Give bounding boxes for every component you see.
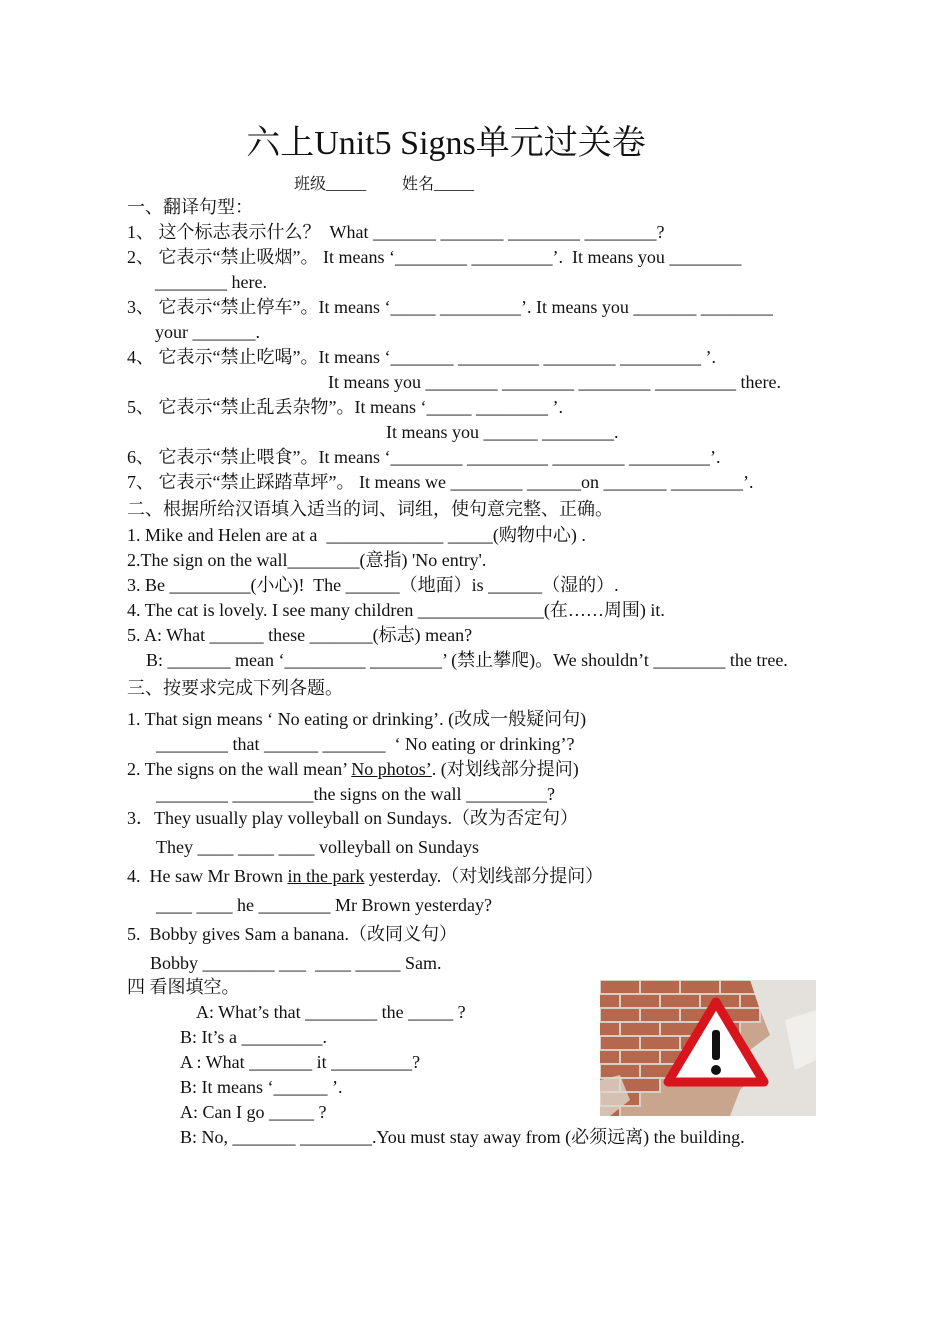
- question-line: your _______.: [155, 322, 260, 342]
- section-heading-1: 一、翻译句型：: [127, 197, 253, 217]
- section-heading-2: 二、根据所给汉语填入适当的词、词组，使句意完整、正确。: [127, 499, 613, 519]
- question-line: ________ here.: [155, 272, 267, 292]
- question-line: 5. Bobby gives Sam a banana.（改同义句）: [127, 924, 457, 944]
- question-line: 3、 它表示“禁止停车”。It means ‘_____ _________’. It means you _______ ________: [127, 297, 773, 317]
- section-heading-3: 三、按要求完成下列各题。: [127, 678, 343, 698]
- question-line: 2、 它表示“禁止吸烟”。 It means ‘________ _________’. It means you ________: [127, 247, 742, 267]
- answer-line: Bobby ________ ___ ____ _____ Sam.: [150, 953, 442, 973]
- question-line: 2.The sign on the wall________(意指) 'No entry'.: [127, 550, 487, 570]
- dialogue-line: A: What’s that ________ the _____ ?: [196, 1002, 466, 1022]
- question-line: 3. Be _________(小心)! The ______（地面）is ______（湿的）.: [127, 575, 619, 595]
- underlined-phrase: No photos’: [351, 759, 432, 779]
- section-heading-4: 四 看图填空。: [127, 977, 240, 997]
- question-line: 2. The signs on the wall mean’ No photos’. (对划线部分提问): [127, 759, 579, 779]
- question-line: 4、 它表示“禁止吃喝”。It means ‘_______ _________ ________ _________ ’.: [127, 347, 716, 367]
- answer-line: ________ that ______ _______ ‘ No eating or drinking’?: [156, 734, 575, 754]
- question-line: 5、 它表示“禁止乱丢杂物”。It means ‘_____ ________ ’.: [127, 397, 563, 417]
- dialogue-line: A : What _______ it _________?: [180, 1052, 421, 1072]
- dialogue-line: B: It’s a _________.: [180, 1027, 327, 1047]
- question-line: It means you ______ ________.: [386, 422, 619, 442]
- answer-line: ____ ____ he ________ Mr Brown yesterday?: [156, 895, 492, 915]
- question-line: 7、 它表示“禁止踩踏草坪”。 It means we ________ ______on _______ ________’.: [127, 472, 754, 492]
- question-line: 1、 这个标志表示什么？ What _______ _______ ________ ________?: [127, 222, 665, 242]
- name-field: 姓名_____: [402, 176, 475, 193]
- question-line: 3．They usually play volleyball on Sundays.（改为否定句）: [127, 808, 578, 828]
- class-field: 班级_____: [294, 176, 367, 193]
- question-line: B: _______ mean ‘_________ ________’ (禁止攀爬)。We shouldn’t ________ the tree.: [146, 650, 788, 670]
- question-line: 5. A: What ______ these _______(标志) mean?: [127, 625, 473, 645]
- question-line: 1. Mike and Helen are at a _____________ _____(购物中心) .: [127, 525, 586, 545]
- student-info: [294, 175, 474, 195]
- question-line: 6、 它表示“禁止喂食”。It means ‘________ _________ ________ _________’.: [127, 447, 721, 467]
- dialogue-line: A: Can I go _____ ?: [180, 1102, 327, 1122]
- underlined-phrase: in the park: [287, 866, 365, 886]
- question-line: It means you ________ ________ ________ _________ there.: [328, 372, 781, 392]
- dialogue-line: B: No, _______ ________.You must stay away from (必须远离) the building.: [180, 1127, 745, 1147]
- answer-line: ________ _________the signs on the wall _________?: [156, 784, 555, 804]
- question-line: 4. He saw Mr Brown in the park yesterday.（对划线部分提问）: [127, 866, 604, 886]
- answer-line: They ____ ____ ____ volleyball on Sundays: [156, 837, 479, 857]
- warning-sign-image: [600, 980, 816, 1116]
- question-line: 1. That sign means ‘ No eating or drinking’. (改成一般疑问句): [127, 709, 587, 729]
- question-line: 4. The cat is lovely. I see many children ______________(在……周围) it.: [127, 600, 665, 620]
- page-title: 六上Unit5 Signs单元过关卷: [246, 125, 646, 162]
- dialogue-line: B: It means ‘______ ’.: [180, 1077, 343, 1097]
